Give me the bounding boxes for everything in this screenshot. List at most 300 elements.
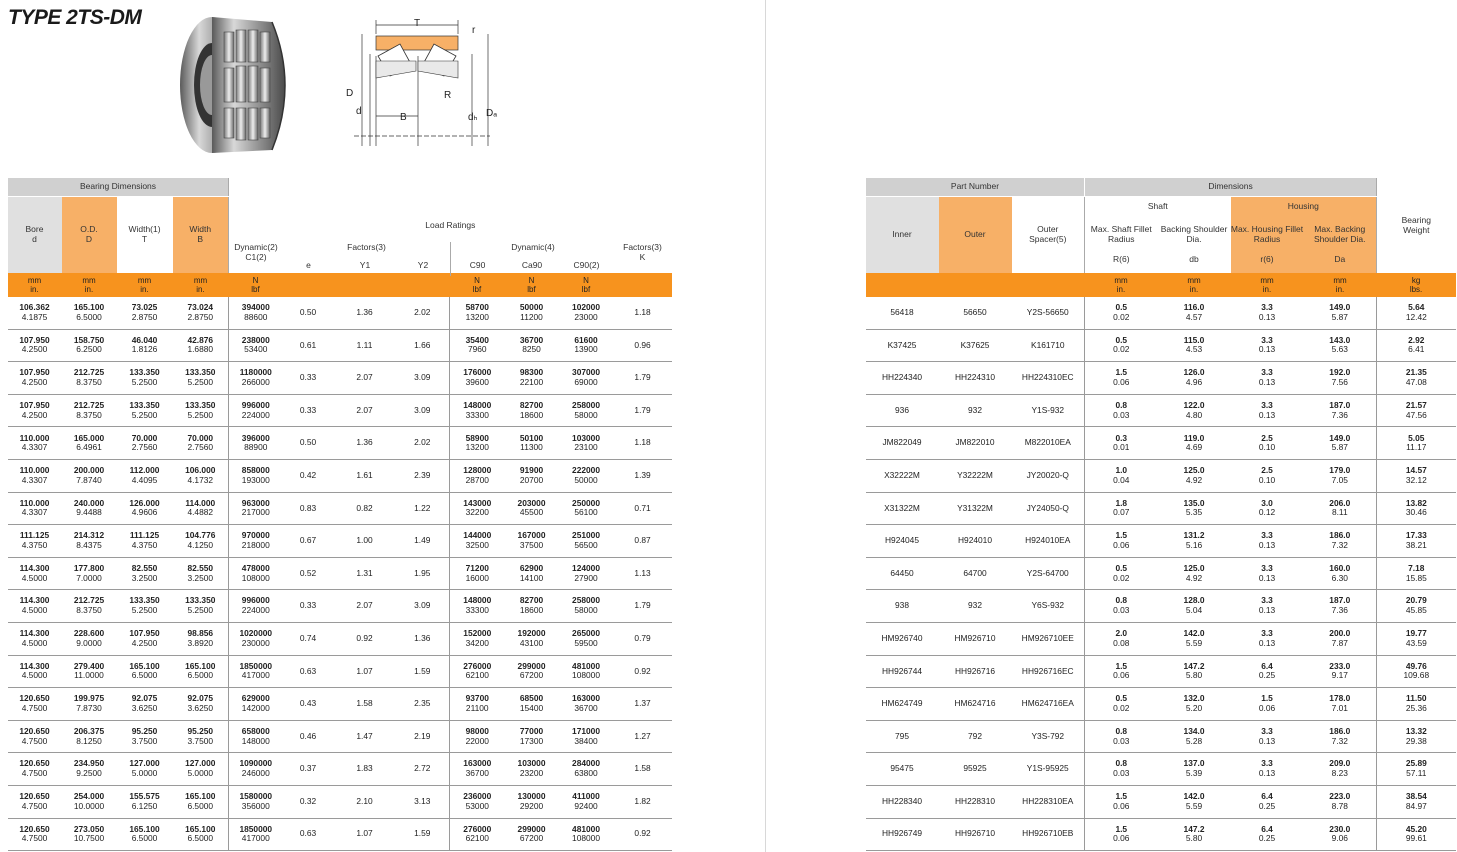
table-cell: 1180000 266000 <box>229 362 283 395</box>
table-cell: 2.5 0.10 <box>1231 459 1304 492</box>
table-cell: 62900 14100 <box>505 557 559 590</box>
col-bore <box>8 197 62 274</box>
table-cell: 82700 18600 <box>505 590 559 623</box>
table-cell: 1.37 <box>614 688 672 721</box>
table-cell: Y32222M <box>939 459 1012 492</box>
table-cell: 2.07 <box>334 394 396 427</box>
col-dynamic1-label: Dynamic(2) <box>234 242 278 252</box>
table-cell: HM926710EE <box>1012 622 1085 655</box>
table-row <box>866 818 1456 851</box>
table-cell: 233.0 9.17 <box>1304 655 1377 688</box>
table-cell: 119.0 4.69 <box>1158 427 1231 460</box>
table-cell: 3.3 0.13 <box>1231 297 1304 329</box>
table-cell: 0.96 <box>614 329 672 362</box>
table-cell: 1.79 <box>614 362 672 395</box>
table-cell: 133.350 5.2500 <box>117 590 173 623</box>
table-row <box>8 753 672 786</box>
table-cell: 106.362 4.1875 <box>8 297 62 329</box>
table-cell: 1.00 <box>334 525 396 558</box>
col-max-housing-fillet <box>1231 217 1304 273</box>
table-cell: 122.0 4.80 <box>1158 394 1231 427</box>
table-cell: 1.61 <box>334 459 396 492</box>
unit-cell: mm in. <box>173 273 229 297</box>
table-cell: Y2S-64700 <box>1012 557 1085 590</box>
col-outer: Outer <box>939 197 1012 274</box>
table-cell: K161710 <box>1012 329 1085 362</box>
table-cell: 1.5 0.06 <box>1085 655 1158 688</box>
table-row <box>8 622 672 655</box>
table-cell: 3.3 0.13 <box>1231 362 1304 395</box>
table-cell: 1.0 0.04 <box>1085 459 1158 492</box>
table-cell: 2.02 <box>396 297 450 329</box>
table-cell: 0.92 <box>614 818 672 851</box>
table-cell: 20.79 45.85 <box>1377 590 1456 623</box>
table-cell: 1.22 <box>396 492 450 525</box>
table-cell: 1.5 0.06 <box>1085 362 1158 395</box>
table-cell: 1850000 417000 <box>229 818 283 851</box>
table-cell: 1.49 <box>396 525 450 558</box>
table-cell: 1.36 <box>334 297 396 329</box>
table-cell: 1.27 <box>614 720 672 753</box>
table-row <box>8 394 672 427</box>
table-cell: HM624716 <box>939 688 1012 721</box>
table-cell: 1.95 <box>396 557 450 590</box>
table-cell: 996000 224000 <box>229 590 283 623</box>
table-cell: 240.000 9.4488 <box>62 492 117 525</box>
table-cell: 131.2 5.16 <box>1158 525 1231 558</box>
table-cell: 0.50 <box>283 297 334 329</box>
table-cell: 222000 50000 <box>559 459 614 492</box>
table-cell: 186.0 7.32 <box>1304 525 1377 558</box>
table-cell: 73.025 2.8750 <box>117 297 173 329</box>
table-cell: 299000 67200 <box>505 655 559 688</box>
table-row <box>866 427 1456 460</box>
unit-cell: mm in. <box>1085 273 1158 297</box>
table-cell: 1.13 <box>614 557 672 590</box>
table-cell: 114.000 4.4882 <box>173 492 229 525</box>
table-cell: 73.024 2.8750 <box>173 297 229 329</box>
table-row <box>8 818 672 851</box>
table-cell: 3.3 0.13 <box>1231 329 1304 362</box>
table-cell: 114.300 4.5000 <box>8 557 62 590</box>
table-cell: 212.725 8.3750 <box>62 394 117 427</box>
table-cell: 200.000 7.8740 <box>62 459 117 492</box>
table-row <box>866 753 1456 786</box>
table-cell: 165.100 6.5000 <box>173 818 229 851</box>
load-ratings-subheader <box>229 236 671 276</box>
table-cell: 5.64 12.42 <box>1377 297 1456 329</box>
table-cell: 1850000 417000 <box>229 655 283 688</box>
table-cell: 120.650 4.7500 <box>8 720 62 753</box>
table-cell: HM926710 <box>939 622 1012 655</box>
table-row <box>8 590 672 623</box>
table-row <box>866 492 1456 525</box>
table-cell: 187.0 7.36 <box>1304 394 1377 427</box>
table-cell: 120.650 4.7500 <box>8 753 62 786</box>
table-cell: 42.876 1.6880 <box>173 329 229 362</box>
table-cell: 1090000 246000 <box>229 753 283 786</box>
table-cell: 629000 142000 <box>229 688 283 721</box>
table-cell: 144000 32500 <box>450 525 505 558</box>
table-cell: 46.040 1.8126 <box>117 329 173 362</box>
unit-cell <box>396 273 450 297</box>
col-dynamic1-sym: C1(2) <box>245 252 267 262</box>
table-cell: 206.375 8.1250 <box>62 720 117 753</box>
col-factors2 <box>614 242 671 262</box>
table-cell: 98000 22000 <box>450 720 505 753</box>
col-width-b-sym: B <box>197 234 204 244</box>
col-max-backing-shoulder-label: Max. Backing Shoulder Dia. <box>1314 224 1366 245</box>
table-cell: JY24050-Q <box>1012 492 1085 525</box>
col-max-shaft-fillet <box>1085 217 1158 273</box>
table-cell: HH224310 <box>939 362 1012 395</box>
table-cell: 258000 58000 <box>559 590 614 623</box>
table-cell: 795 <box>866 720 939 753</box>
table-row <box>866 557 1456 590</box>
table-cell: 104.776 4.1250 <box>173 525 229 558</box>
table-cell: 858000 193000 <box>229 459 283 492</box>
unit-cell: kg lbs. <box>1377 273 1456 297</box>
unit-cell: mm in. <box>62 273 117 297</box>
col-factors1: Factors(3) <box>347 242 386 252</box>
unit-cell: N lbf <box>505 273 559 297</box>
table-cell: 19.77 43.59 <box>1377 622 1456 655</box>
table-cell: 70.000 2.7560 <box>117 427 173 460</box>
col-width-t <box>117 197 173 274</box>
table-cell: 0.33 <box>283 590 334 623</box>
table-cell: 82.550 3.2500 <box>117 557 173 590</box>
table-cell: 133.350 5.2500 <box>117 394 173 427</box>
table-cell: 1.07 <box>334 818 396 851</box>
table-cell: X32222M <box>866 459 939 492</box>
table-cell: HH228340 <box>866 785 939 818</box>
table-cell: 2.72 <box>396 753 450 786</box>
table-cell: 223.0 8.78 <box>1304 785 1377 818</box>
table-cell: 1020000 230000 <box>229 622 283 655</box>
table-cell: 98.856 3.8920 <box>173 622 229 655</box>
table-cell: 212.725 8.3750 <box>62 362 117 395</box>
table-cell: 125.0 4.92 <box>1158 459 1231 492</box>
table-cell: 38.54 84.97 <box>1377 785 1456 818</box>
table-cell: 58700 13200 <box>450 297 505 329</box>
table-cell: 98300 22100 <box>505 362 559 395</box>
table-cell: 0.43 <box>283 688 334 721</box>
table-cell: 155.575 6.1250 <box>117 785 173 818</box>
table-row <box>8 362 672 395</box>
schematic-label-R: R <box>444 90 452 101</box>
unit-cell <box>866 273 939 297</box>
table-cell: 103000 23200 <box>505 753 559 786</box>
table-cell: 1.36 <box>334 427 396 460</box>
table-cell: 149.0 5.87 <box>1304 297 1377 329</box>
page-title: TYPE 2TS-DM <box>8 6 142 29</box>
table-cell: 1.5 0.06 <box>1085 525 1158 558</box>
table-cell: HM926740 <box>866 622 939 655</box>
table-cell: 114.300 4.5000 <box>8 590 62 623</box>
table-row <box>8 720 672 753</box>
table-cell: 1.82 <box>614 785 672 818</box>
table-cell: 273.050 10.7500 <box>62 818 117 851</box>
table-cell: 107.950 4.2500 <box>8 394 62 427</box>
table-cell: 307000 69000 <box>559 362 614 395</box>
table-cell: 3.3 0.13 <box>1231 394 1304 427</box>
table-row <box>866 622 1456 655</box>
table-cell: 1.79 <box>614 394 672 427</box>
table-cell: 137.0 5.39 <box>1158 753 1231 786</box>
table-cell: HH224340 <box>866 362 939 395</box>
table-cell: 1.39 <box>614 459 672 492</box>
table-cell: JY20020-Q <box>1012 459 1085 492</box>
table-cell: 963000 217000 <box>229 492 283 525</box>
col-factors2-label: Factors(3) <box>623 242 662 252</box>
table-cell: 3.13 <box>396 785 450 818</box>
table-cell: 165.100 6.5000 <box>173 655 229 688</box>
table-cell: 2.07 <box>334 590 396 623</box>
table-cell: 258000 58000 <box>559 394 614 427</box>
table-cell: HH926744 <box>866 655 939 688</box>
table-cell: 1.58 <box>614 753 672 786</box>
col-od <box>62 197 117 274</box>
table-cell: 2.07 <box>334 362 396 395</box>
table-cell: 95.250 3.7500 <box>117 720 173 753</box>
table-cell: 177.800 7.0000 <box>62 557 117 590</box>
col-dynamic2: Dynamic(4) <box>450 242 615 276</box>
table-cell: 17.33 38.21 <box>1377 525 1456 558</box>
bearing-photo <box>172 10 302 160</box>
table-row <box>866 362 1456 395</box>
table-cell: 135.0 5.35 <box>1158 492 1231 525</box>
table-cell: 0.74 <box>283 622 334 655</box>
table-cell: 0.5 0.02 <box>1085 329 1158 362</box>
col-max-housing-fillet-sym: r(6) <box>1260 253 1274 264</box>
col-outer-spacer: Outer Spacer(5) <box>1012 197 1085 274</box>
table-cell: 95475 <box>866 753 939 786</box>
col-backing-shoulder <box>1158 217 1231 273</box>
table-cell: 165.100 6.5000 <box>117 655 173 688</box>
unit-cell <box>939 273 1012 297</box>
table-cell: 192.0 7.56 <box>1304 362 1377 395</box>
table-cell: 250000 56100 <box>559 492 614 525</box>
table-row <box>866 655 1456 688</box>
table-cell: 1.18 <box>614 427 672 460</box>
table-cell: 111.125 4.3750 <box>117 525 173 558</box>
table-cell: 212.725 8.3750 <box>62 590 117 623</box>
table-cell: HM624749 <box>866 688 939 721</box>
table-cell: 163000 36700 <box>450 753 505 786</box>
unit-cell <box>334 273 396 297</box>
table-cell: 171000 38400 <box>559 720 614 753</box>
table-cell: 0.3 0.01 <box>1085 427 1158 460</box>
table-cell: 200.0 7.87 <box>1304 622 1377 655</box>
table-row <box>8 785 672 818</box>
table-cell: 128000 28700 <box>450 459 505 492</box>
table-cell: 0.71 <box>614 492 672 525</box>
table-cell: 0.92 <box>614 655 672 688</box>
table-cell: 1.58 <box>334 688 396 721</box>
unit-cell <box>614 273 672 297</box>
table-cell: 2.0 0.08 <box>1085 622 1158 655</box>
group-load-ratings: Load Ratings <box>229 178 672 273</box>
table-cell: 70.000 2.7560 <box>173 427 229 460</box>
table-cell: 127.000 5.0000 <box>173 753 229 786</box>
schematic-label-Da: Dₐ <box>486 108 497 119</box>
unit-cell: mm in. <box>1158 273 1231 297</box>
table-cell: 0.82 <box>334 492 396 525</box>
table-cell: HH228310 <box>939 785 1012 818</box>
table-cell: 1.79 <box>614 590 672 623</box>
table-cell: 115.0 4.53 <box>1158 329 1231 362</box>
table-cell: 133.350 5.2500 <box>117 362 173 395</box>
table-cell: HM624716EA <box>1012 688 1085 721</box>
table-cell: 143.0 5.63 <box>1304 329 1377 362</box>
table-cell: 0.92 <box>334 622 396 655</box>
table-cell: 1.18 <box>614 297 672 329</box>
table-cell: 1.11 <box>334 329 396 362</box>
table-cell: 165.100 6.5000 <box>117 818 173 851</box>
table-cell: 25.89 57.11 <box>1377 753 1456 786</box>
schematic-label-r: r <box>472 25 476 36</box>
table-cell: 3.09 <box>396 590 450 623</box>
table-cell: Y6S-932 <box>1012 590 1085 623</box>
table-cell: K37625 <box>939 329 1012 362</box>
table-cell: 1.5 0.06 <box>1085 785 1158 818</box>
table-cell: 133.350 5.2500 <box>173 394 229 427</box>
table-row <box>866 297 1456 329</box>
table-cell: 147.2 5.80 <box>1158 655 1231 688</box>
bearing-schematic <box>340 16 510 156</box>
col-c90: C90 <box>469 260 486 270</box>
table-cell: 148000 33300 <box>450 394 505 427</box>
unit-cell: N lbf <box>450 273 505 297</box>
table-cell: 58900 13200 <box>450 427 505 460</box>
group-bearing-dimensions: Bearing Dimensions <box>8 178 229 197</box>
table-cell: 152000 34200 <box>450 622 505 655</box>
table-cell: 0.63 <box>283 818 334 851</box>
table-cell: 3.3 0.13 <box>1231 590 1304 623</box>
table-cell: 124000 27900 <box>559 557 614 590</box>
table-cell: 2.10 <box>334 785 396 818</box>
table-cell: 1.66 <box>396 329 450 362</box>
table-cell: 1.8 0.07 <box>1085 492 1158 525</box>
table-cell: 1.07 <box>334 655 396 688</box>
col-bore-sym: d <box>32 234 37 244</box>
table-cell: 1.47 <box>334 720 396 753</box>
col-width-b-label: Width <box>189 224 212 235</box>
table-cell: 3.3 0.13 <box>1231 720 1304 753</box>
table-cell: 36700 8250 <box>505 329 559 362</box>
table-cell: Y3S-792 <box>1012 720 1085 753</box>
table-cell: Y31322M <box>939 492 1012 525</box>
table-cell: 0.33 <box>283 394 334 427</box>
table-cell: JM822010 <box>939 427 1012 460</box>
table-cell: 132.0 5.20 <box>1158 688 1231 721</box>
col-od-label: O.D. <box>80 224 98 235</box>
table-cell: 199.975 7.8730 <box>62 688 117 721</box>
table-cell: 0.33 <box>283 362 334 395</box>
table-cell: 230.0 9.06 <box>1304 818 1377 851</box>
table-cell: 91900 20700 <box>505 459 559 492</box>
table-cell: 142.0 5.59 <box>1158 622 1231 655</box>
table-cell: 3.0 0.12 <box>1231 492 1304 525</box>
table-cell: H924010EA <box>1012 525 1085 558</box>
table-row <box>866 459 1456 492</box>
table-cell: 130000 29200 <box>505 785 559 818</box>
table-cell: 1.31 <box>334 557 396 590</box>
table-cell: 179.0 7.05 <box>1304 459 1377 492</box>
table-cell: 50100 11300 <box>505 427 559 460</box>
table-cell: 936 <box>866 394 939 427</box>
table-cell: 77000 17300 <box>505 720 559 753</box>
table-cell: 0.61 <box>283 329 334 362</box>
table-row <box>8 525 672 558</box>
group-part-number: Part Number <box>866 178 1085 197</box>
table-cell: 163000 36700 <box>559 688 614 721</box>
table-cell: 114.300 4.5000 <box>8 655 62 688</box>
table-cell: 102000 23000 <box>559 297 614 329</box>
table-cell: 2.5 0.10 <box>1231 427 1304 460</box>
table-cell: JM822049 <box>866 427 939 460</box>
table-cell: 0.46 <box>283 720 334 753</box>
table-cell: 3.3 0.13 <box>1231 753 1304 786</box>
col-max-housing-fillet-label: Max. Housing Fillet Radius <box>1230 224 1304 245</box>
table-cell: 0.50 <box>283 427 334 460</box>
table-cell: 82.550 3.2500 <box>173 557 229 590</box>
table-row <box>8 688 672 721</box>
unit-cell: mm in. <box>1231 273 1304 297</box>
table-cell: 1.59 <box>396 655 450 688</box>
col-y1: Y1 <box>359 260 371 270</box>
table-cell: 95925 <box>939 753 1012 786</box>
col-max-backing-shoulder-sym: Da <box>1334 253 1346 264</box>
table-cell: 107.950 4.2500 <box>8 362 62 395</box>
table-cell: 0.83 <box>283 492 334 525</box>
table-cell: 45.20 99.61 <box>1377 818 1456 851</box>
table-cell: 165.000 6.4961 <box>62 427 117 460</box>
table-cell: 996000 224000 <box>229 394 283 427</box>
table-cell: 148000 33300 <box>450 590 505 623</box>
col-dynamic1 <box>229 242 283 262</box>
table-cell: 411000 92400 <box>559 785 614 818</box>
table-cell: Y1S-95925 <box>1012 753 1085 786</box>
col-width-t-sym: T <box>141 234 148 244</box>
table-cell: 133.350 5.2500 <box>173 362 229 395</box>
table-cell: 3.3 0.13 <box>1231 525 1304 558</box>
table-cell: 1.36 <box>396 622 450 655</box>
table-cell: 938 <box>866 590 939 623</box>
table-cell: 299000 67200 <box>505 818 559 851</box>
table-cell: 251000 56500 <box>559 525 614 558</box>
table-cell: 394000 88600 <box>229 297 283 329</box>
table-cell: 56418 <box>866 297 939 329</box>
table-cell: 279.400 11.0000 <box>62 655 117 688</box>
col-width-t-label: Width(1) <box>128 224 161 235</box>
table-cell: HH926749 <box>866 818 939 851</box>
table-cell: 276000 62100 <box>450 655 505 688</box>
table-cell: 158.750 6.2500 <box>62 329 117 362</box>
table-cell: 176000 39600 <box>450 362 505 395</box>
table-cell: 106.000 4.1732 <box>173 459 229 492</box>
table-cell: 0.67 <box>283 525 334 558</box>
group-housing: Housing <box>1231 197 1377 218</box>
col-inner: Inner <box>866 197 939 274</box>
table-cell: 284000 63800 <box>559 753 614 786</box>
table-cell: 1580000 356000 <box>229 785 283 818</box>
table-cell: Y1S-932 <box>1012 394 1085 427</box>
table-cell: 126.0 4.96 <box>1158 362 1231 395</box>
table-cell: 481000 108000 <box>559 818 614 851</box>
table-cell: HH926710EB <box>1012 818 1085 851</box>
table-cell: 276000 62100 <box>450 818 505 851</box>
